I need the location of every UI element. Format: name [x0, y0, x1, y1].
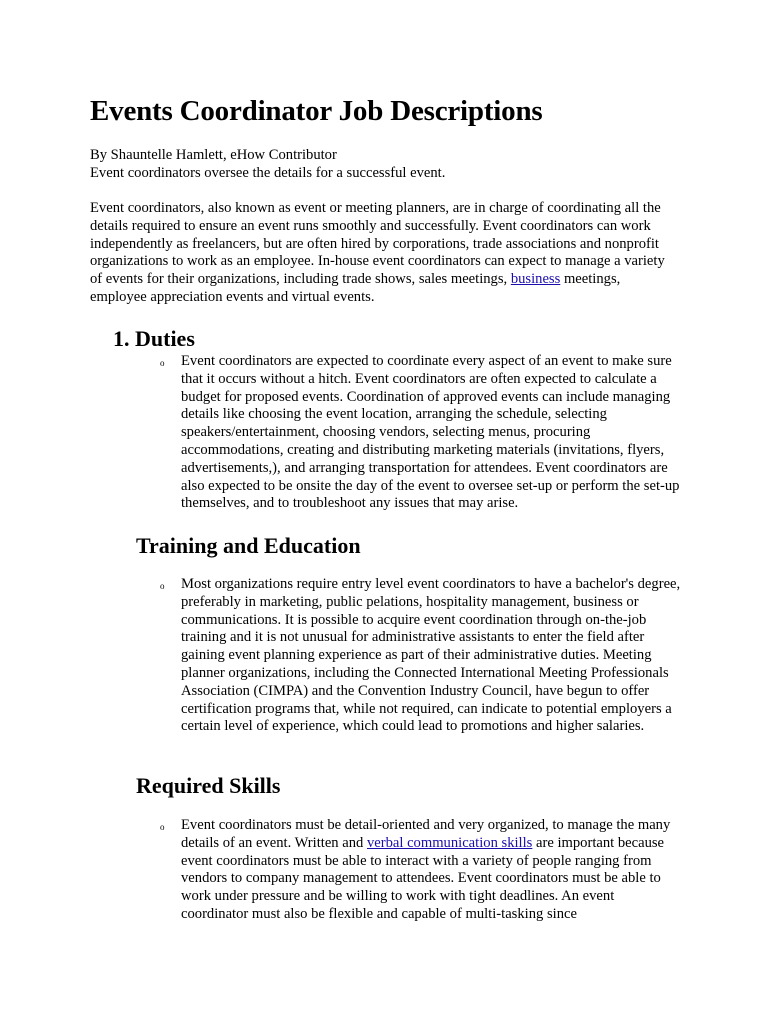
intro-text-end: meetings, employee appreciation events and virtual events.: [90, 271, 621, 305]
skills-text-start: Event coordinators must be detail-oriented and very organized, to manage the many details of an event. Written and: [181, 817, 671, 851]
byline: By Shauntelle Hamlett, eHow Contributor: [90, 147, 337, 163]
verbal-communication-skills-link[interactable]: verbal communication skills: [366, 834, 533, 851]
section-heading-duties: 1. Duties: [113, 326, 195, 351]
intro-text-start: Event coordinators, also known as event or meeting planners, are in charge of coordinating all the details required to ensure an event runs smoothly and successfully. Event coordinators can work independently as freelancers, but are often hired by corporations, trade associations and nonprofit organizations to work as an employee. In-house event coordinators can expect to manage a variety of events for their organizations, including trade shows, sales meetings,: [90, 200, 665, 288]
section-heading-training: Training and Education: [136, 533, 361, 558]
duties-text: Event coordinators are expected to coordinate every aspect of an event to make sure that it occurs without a hitch. Event coordinators are often expected to calculate a budget for proposed events. Coordination of approved events can include managing details like choosing the event location, arranging the schedule, selecting speakers/entertainment, choosing vendors, selecting menus, procuring accommodations, creating and distributing marketing materials (invitations, flyers, advertisements,), and arranging transportation for attendees. Event coordinators are also expected to be onsite the day of the event to oversee set-up or perform the set-up themselves, and to troubleshoot any issues that may arise.: [181, 353, 680, 512]
skills-text: [181, 817, 681, 924]
bullet-icon: o: [160, 822, 165, 832]
bullet-icon: o: [160, 581, 165, 591]
intro-paragraph: [90, 200, 680, 307]
page-title: Events Coordinator Job Descriptions: [90, 95, 543, 127]
training-text: Most organizations require entry level event coordinators to have a bachelor's degree, preferably in marketing, public pelations, hospitality management, business or communications. It is possible to acquire event coordination through on-the-job training and it is not unusual for administrative assistants to enter the field after gaining event planning experience as part of their administrative duties. Meeting planner organizations, including the Connected International Meeting Professionals Association (CIMPA) and the Convention Industry Council, have begun to offer certification programs that, while not required, can indicate to potential employers a certain level of experience, which could lead to promotions and higher salaries.: [181, 576, 681, 735]
article-meta: [90, 146, 680, 182]
bullet-icon: o: [160, 358, 165, 368]
business-link[interactable]: business: [510, 271, 561, 288]
skills-text-end: are important because event coordinators must be able to interact with a variety of people ranging from vendors to company management to attendees. Event coordinators must be able to work under pressure and be willing to work with tight deadlines. An event coordinator must also be flexible and capable of multi-tasking since: [181, 834, 665, 922]
section-heading-skills: Required Skills: [136, 773, 281, 798]
image-caption: Event coordinators oversee the details for a successful event.: [90, 165, 446, 181]
